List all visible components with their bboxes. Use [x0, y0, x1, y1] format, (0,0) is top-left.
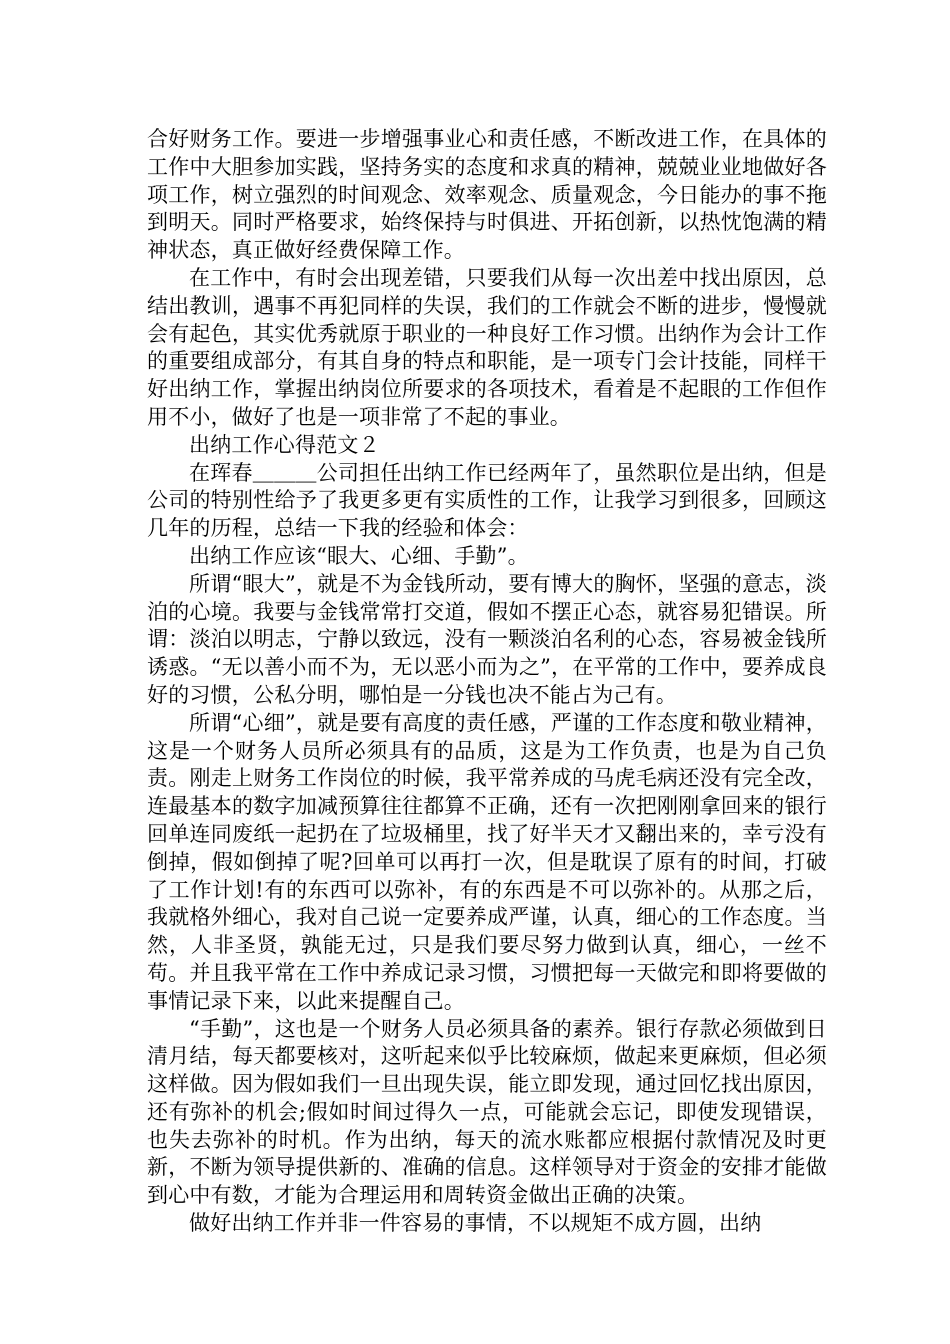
paragraph-errors: 在工作中，有时会出现差错，只要我们从每一次出差中找出原因，总结出教训，遇事不再犯同样的失误，我们的工作就会不断的进步，慢慢就会有起色，其实优秀就原于职业的一种良好工作习惯。出纳作为会计工作的重要组成部分，有其自身的特点和职能，是一项专门会计技能，同样干好出纳工作，掌握出纳岗位所要求的各项技术，看着是不起眼的工作但作用不小，做好了也是一项非常了不起的事业。	[147, 265, 827, 429]
paragraph-intro: 在珲春＿＿＿公司担任出纳工作已经两年了，虽然职位是出纳，但是公司的特别性给予了我更多更有实质性的工作，让我学习到很多，回顾这几年的历程，总结一下我的经验和体会：	[147, 460, 827, 541]
paragraph-eye-big: 所谓“眼大”，就是不为金钱所动，要有博大的胸怀，坚强的意志，淡泊的心境。我要与金钱常常打交道，假如不摆正心态，就容易犯错误。所谓：淡泊以明志，宁静以致远，没有一颗淡泊名利的心态，容易被金钱所诱惑。“无以善小而不为，无以恶小而为之”，在平常的工作中，要养成良好的习惯，公私分明，哪怕是一分钱也决不能占为己有。	[147, 571, 827, 707]
document-body	[147, 126, 827, 1238]
paragraph-closing: 做好出纳工作并非一件容易的事情，不以规矩不成方圆，出纳	[189, 1211, 762, 1236]
paragraph-careful: 所谓“心细”，就是要有高度的责任感，严谨的工作态度和敬业精神，这是一个财务人员所必须具有的品质，这是为工作负责，也是为自己负责。刚走上财务工作岗位的时候，我平常养成的马虎毛病还没有完全改，连最基本的数字加减预算往往都算不正确，还有一次把刚刚拿回来的银行回单连同废纸一起扔在了垃圾桶里，找了好半天才又翻出来的，幸亏没有倒掉，假如倒掉了呢?回单可以再打一次，但是耽误了原有的时间，打破了工作计划!有的东西可以弥补，有的东西是不可以弥补的。从那之后，我就格外细心，我对自己说一定要养成严谨，认真，细心的工作态度。当然，人非圣贤，孰能无过，只是我们要尽努力做到认真，细心，一丝不苟。并且我平常在工作中养成记录习惯，习惯把每一天做完和即将要做的事情记录下来，以此来提醒自己。	[147, 710, 827, 1013]
paragraph-continuation: 合好财务工作。要进一步增强事业心和责任感，不断改进工作，在具体的工作中大胆参加实践，坚持务实的态度和求真的精神，兢兢业业地做好各项工作，树立强烈的时间观念、效率观念、质量观念，今日能办的事不拖到明天。同时严格要求，始终保持与时俱进、开拓创新，以热忱饱满的精神状态，真正做好经费保障工作。	[147, 127, 827, 263]
paragraph-motto: 出纳工作应该“眼大、心细、手勤”。	[189, 543, 529, 568]
section-heading: 出纳工作心得范文２	[189, 432, 380, 457]
paragraph-diligent: “手勤”，这也是一个财务人员必须具备的素养。银行存款必须做到日清月结，每天都要核对，这听起来似乎比较麻烦，做起来更麻烦，但必须这样做。因为假如我们一旦出现失误，能立即发现，通过回忆找出原因，还有弥补的机会;假如时间过得久一点，可能就会忘记，即使发现错误，也失去弥补的时机。作为出纳，每天的流水账都应根据付款情况及时更新，不断为领导提供新的、准确的信息。这样领导对于资金的安排才能做到心中有数，才能为合理运用和周转资金做出正确的决策。	[147, 1016, 827, 1208]
